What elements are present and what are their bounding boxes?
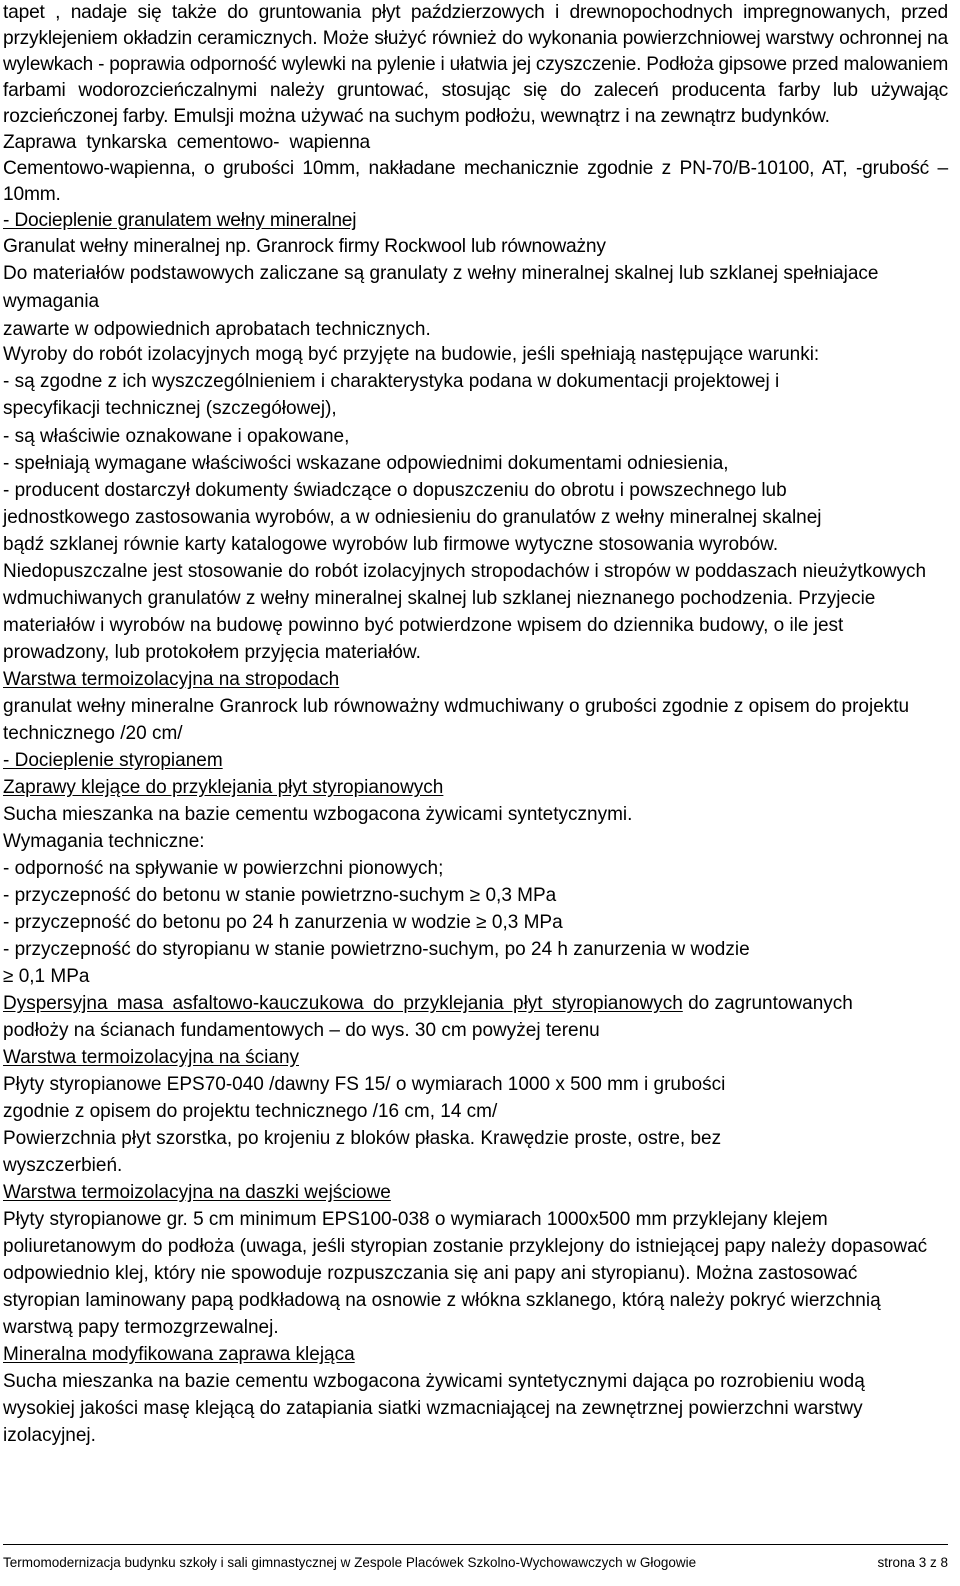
text-line: Sucha mieszanka na bazie cementu wzbogacona żywicami syntetycznymi dająca po rozrobieniu wodą xyxy=(3,1371,865,1392)
text-line: Płyty styropianowe gr. 5 cm minimum EPS100-038 o wymiarach 1000x500 mm przyklejany klejem xyxy=(3,1209,828,1230)
list-item: - przyczepność do styropianu w stanie powietrzno-suchym, po 24 h zanurzenia w wodzie xyxy=(3,939,750,960)
text-line: Płyty styropianowe EPS70-040 /dawny FS 15/ o wymiarach 1000 x 500 mm i grubości xyxy=(3,1074,726,1095)
text-line: styropian laminowany papą podkładową na osnowie z włókna szklanego, którą należy pokryć wierzchnią xyxy=(3,1290,881,1311)
section-heading: Warstwa termoizolacyjna na daszki wejściowe xyxy=(3,1182,391,1203)
text-line: rozcieńczonej farby. Emulsji można używać na suchym podłożu, wewnątrz i na zewnątrz budynków. xyxy=(3,106,830,127)
text-span: do zagruntowanych xyxy=(682,993,853,1014)
text-line: ≥ 0,1 MPa xyxy=(3,966,90,987)
text-line: zgodnie z opisem do projektu technicznego /16 cm, 14 cm/ xyxy=(3,1101,498,1122)
text-line: wymagania xyxy=(3,291,100,312)
list-item: - producent dostarczył dokumenty świadczące o dopuszczeniu do obrotu i powszechnego lub xyxy=(3,480,787,501)
text-line: Powierzchnia płyt szorstka, po krojeniu z bloków płaska. Krawędzie proste, ostre, bez xyxy=(3,1128,722,1149)
text-line: Wymagania techniczne: xyxy=(3,831,205,852)
list-item: - są zgodne z ich wyszczególnieniem i charakterystyka podana w dokumentacji projektowej i xyxy=(3,371,780,392)
section-heading: Mineralna modyfikowana zaprawa klejąca xyxy=(3,1344,355,1365)
section-heading: Zaprawy klejące do przyklejania płyt styropianowych xyxy=(3,777,444,798)
text-line: materiałów i wyrobów na budowę powinno być potwierdzone wpisem do dziennika budowy, o ile jest xyxy=(3,615,844,636)
text-line: warstwą papy termozgrzewalnej. xyxy=(3,1317,279,1338)
text-line: tapet , nadaje się także do gruntowania płyt paździerzowych i drewnopochodnych impregnowanych, przed xyxy=(3,2,948,23)
text-line: Do materiałów podstawowych zaliczane są granulaty z wełny mineralnej skalnej lub szklanej spełniajace xyxy=(3,263,879,284)
underlined-heading: Dyspersyjna masa asfaltowo-kauczukowa do przyklejania płyt styropianowych xyxy=(3,993,683,1014)
text-line: technicznego /20 cm/ xyxy=(3,723,183,744)
list-item: - odporność na spływanie w powierzchni pionowych; xyxy=(3,858,444,879)
page-footer xyxy=(3,1544,948,1569)
text-line: zawarte w odpowiednich aprobatach technicznych. xyxy=(3,319,431,340)
section-heading: - Docieplenie granulatem wełny mineralnej xyxy=(3,210,357,231)
text-line: Wyroby do robót izolacyjnych mogą być przyjęte na budowie, jeśli spełniają następujące warunki: xyxy=(3,344,820,365)
text-line: wyszczerbień. xyxy=(3,1155,123,1176)
text-line: bądź szklanej równie karty katalogowe wyrobów lub firmowe wytyczne stosowania wyrobów. xyxy=(3,534,779,555)
text-line: specyfikacji technicznej (szczegółowej), xyxy=(3,398,337,419)
text-line: przyklejeniem okładzin ceramicznych. Może służyć również do wykonania powierzchniowej warstwy ochronnej na xyxy=(3,28,948,49)
footer-title: Termomodernizacja budynku szkoły i sali gimnastycznej w Zespole Placówek Szkolno-Wychowawczych w Głogowie xyxy=(3,1555,697,1570)
text-line xyxy=(3,990,853,1018)
text-line: wylewkach - poprawia odporność wylewki na pylenie i ułatwia jej czyszczenie. Podłoża gipsowe przed malowaniem xyxy=(3,54,949,75)
section-heading: - Docieplenie styropianem xyxy=(3,750,223,771)
text-line: Granulat wełny mineralnej np. Granrock firmy Rockwool lub równoważny xyxy=(3,236,606,257)
text-line: farbami wodorozcieńczalnymi należy gruntować, stosując się do zaleceń producenta farby lub używając xyxy=(3,80,948,101)
text-line: Sucha mieszanka na bazie cementu wzbogacona żywicami syntetycznymi. xyxy=(3,804,633,825)
text-line: wdmuchiwanych granulatów z wełny mineralnej skalnej lub szklanej nieznanego pochodzenia. Przyjecie xyxy=(3,588,876,609)
text-line: 10mm. xyxy=(3,184,61,205)
text-line: odpowiednio klej, który nie spowoduje rozpuszczania się ani papy ani styropianu). Można zastosować xyxy=(3,1263,858,1284)
list-item: - spełniają wymagane właściwości wskazane odpowiednimi dokumentami odniesienia, xyxy=(3,453,729,474)
text-line: izolacyjnej. xyxy=(3,1425,96,1446)
text-line: jednostkowego zastosowania wyrobów, a w odniesieniu do granulatów z wełny mineralnej skalnej xyxy=(3,507,822,528)
section-heading: Warstwa termoizolacyjna na stropodach xyxy=(3,669,340,690)
page-number: strona 3 z 8 xyxy=(877,1555,948,1570)
text-line: podłoży na ścianach fundamentowych – do wys. 30 cm powyżej terenu xyxy=(3,1020,600,1041)
text-line: prowadzony, lub protokołem przyjęcia materiałów. xyxy=(3,642,421,663)
text-line: poliuretanowym do podłoża (uwaga, jeśli styropian zostanie przyklejony do istniejącej papy należy dopasować xyxy=(3,1236,928,1257)
section-heading: Warstwa termoizolacyjna na ściany xyxy=(3,1047,300,1068)
text-line: granulat wełny mineralne Granrock lub równoważny wdmuchiwany o grubości zgodnie z opisem do projektu xyxy=(3,696,910,717)
section-heading: Zaprawa tynkarska cementowo- wapienna xyxy=(3,132,371,153)
list-item: - przyczepność do betonu w stanie powietrzno-suchym ≥ 0,3 MPa xyxy=(3,885,557,906)
text-line: wysokiej jakości masę klejącą do zatapiania siatki wzmacniającej na zewnętrznej powierzchni warstwy xyxy=(3,1398,863,1419)
list-item: - są właściwie oznakowane i opakowane, xyxy=(3,426,350,447)
text-line: Cementowo-wapienna, o grubości 10mm, nakładane mechanicznie zgodnie z PN-70/B-10100, AT, -grubość – xyxy=(3,158,948,179)
list-item: - przyczepność do betonu po 24 h zanurzenia w wodzie ≥ 0,3 MPa xyxy=(3,912,563,933)
text-line: Niedopuszczalne jest stosowanie do robót izolacyjnych stropodachów i stropów w poddaszach nieużytkowych xyxy=(3,561,927,582)
